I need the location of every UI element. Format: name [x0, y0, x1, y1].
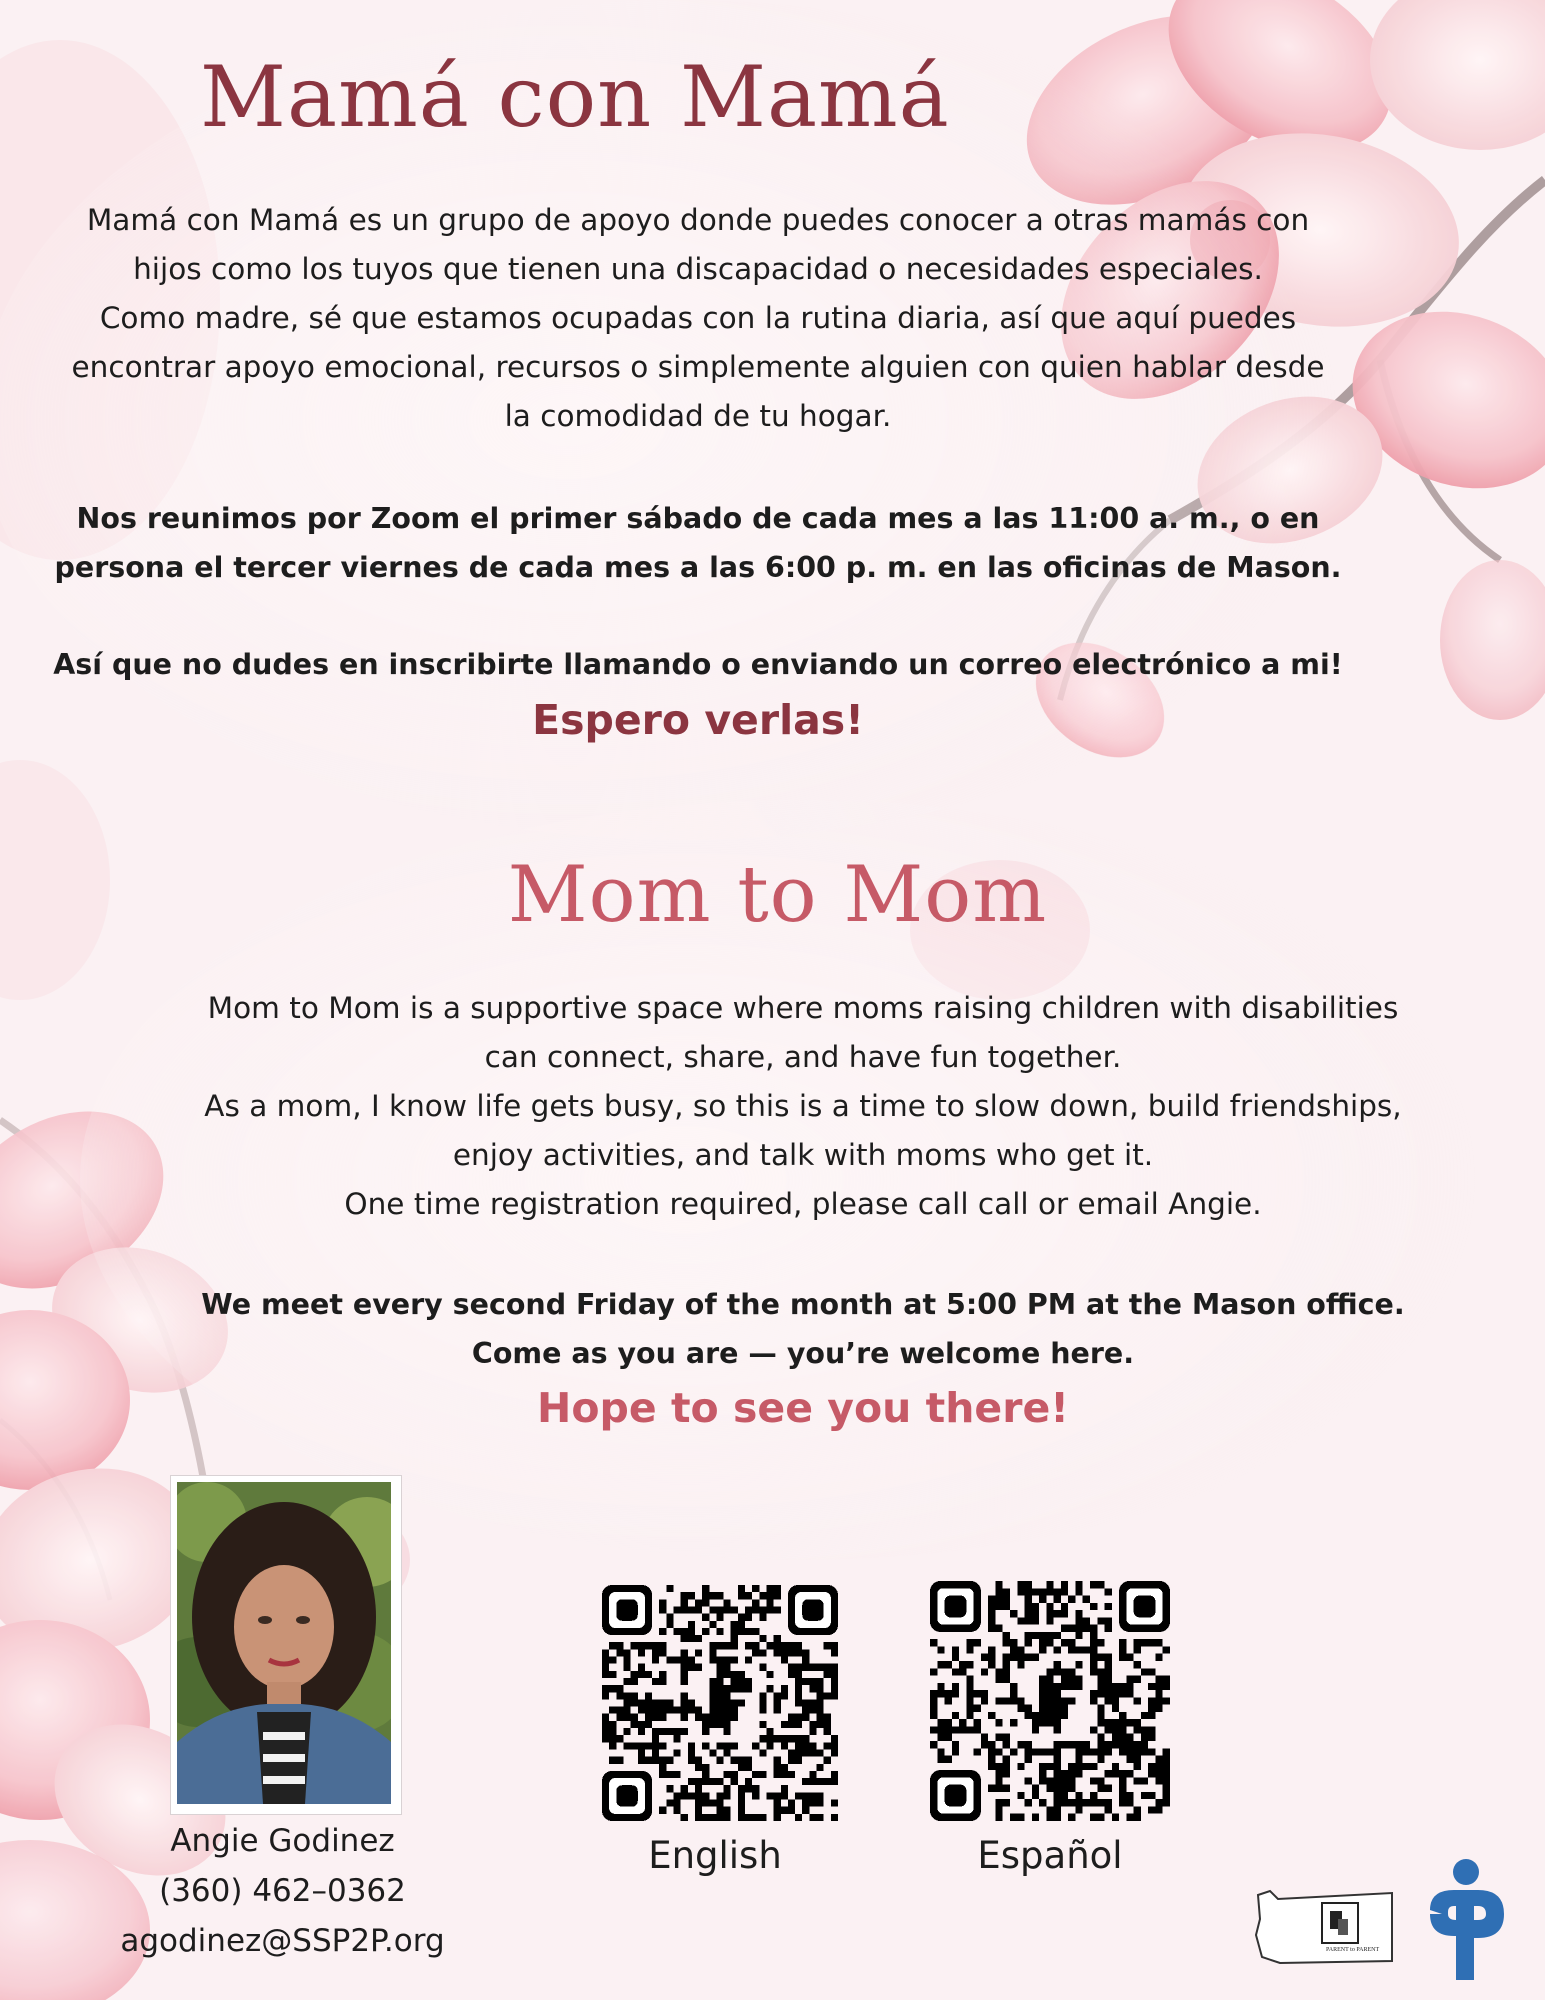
english-intro-line: Mom to Mom is a supportive space where moms raising children with disabilities	[207, 991, 1399, 1025]
english-intro-line: enjoy activities, and talk with moms who get it.	[452, 1138, 1154, 1172]
english-intro-line: One time registration required, please call call or email Angie.	[344, 1187, 1262, 1221]
english-schedule	[160, 1280, 1446, 1378]
english-closing-text: Hope to see you there!	[537, 1384, 1069, 1432]
english-schedule-line: Come as you are — you’re welcome here.	[471, 1337, 1135, 1370]
spanish-signup-text: Así que no dudes en inscribirte llamando o enviando un correo electrónico a mi!	[53, 648, 1343, 681]
english-intro-line: As a mom, I know life gets busy, so this is a time to slow down, build friendships,	[204, 1089, 1402, 1123]
contact-name: Angie Godinez	[170, 1823, 395, 1859]
qr-label-spanish: Español	[977, 1834, 1123, 1877]
spanish-closing	[40, 692, 1356, 748]
spanish-intro-line: hijos como los tuyos que tienen una discapacidad o necesidades especiales.	[133, 252, 1263, 286]
spanish-signup	[40, 640, 1356, 689]
spanish-intro	[40, 196, 1356, 441]
washington-parent-to-parent-logo	[1250, 1875, 1400, 1975]
spanish-schedule-line: Nos reunimos por Zoom el primer sábado de cada mes a las 11:00 a. m., o en	[76, 502, 1320, 535]
spanish-intro-line: Mamá con Mamá es un grupo de apoyo donde puedes conocer a otras mamás con	[86, 203, 1310, 237]
spanish-intro-line: encontrar apoyo emocional, recursos o simplemente alguien con quien hablar desde	[71, 350, 1325, 384]
contact-photo	[170, 1475, 402, 1815]
english-intro	[160, 984, 1446, 1229]
contact-email[interactable]: agodinez@SSP2P.org	[120, 1923, 445, 1959]
contact-info	[90, 1816, 475, 1966]
contact-phone[interactable]: (360) 462–0362	[159, 1873, 406, 1909]
qr-label-english: English	[648, 1834, 782, 1877]
spanish-closing-text: Espero verlas!	[532, 696, 864, 744]
spanish-title: Mamá con Mamá	[200, 48, 950, 146]
spanish-intro-line: Como madre, sé que estamos ocupadas con la rutina diaria, así que aquí puedes	[99, 301, 1297, 335]
portrait-image	[177, 1482, 391, 1804]
english-schedule-line: We meet every second Friday of the month at 5:00 PM at the Mason office.	[201, 1288, 1405, 1321]
qr-code-english[interactable]	[602, 1585, 838, 1821]
spanish-intro-line: la comodidad de tu hogar.	[504, 399, 892, 433]
state-logo-text: PARENT to PARENT	[1326, 1947, 1380, 1953]
english-closing	[160, 1380, 1446, 1436]
qr-code-spanish[interactable]	[930, 1581, 1170, 1821]
spanish-schedule-line: persona el tercer viernes de cada mes a las 6:00 p. m. en las oficinas de Mason.	[54, 551, 1342, 584]
spanish-schedule	[40, 494, 1356, 592]
ssp2p-logo	[1416, 1858, 1516, 1984]
english-intro-line: can connect, share, and have fun together.	[484, 1040, 1122, 1074]
english-title: Mom to Mom	[507, 850, 1048, 940]
